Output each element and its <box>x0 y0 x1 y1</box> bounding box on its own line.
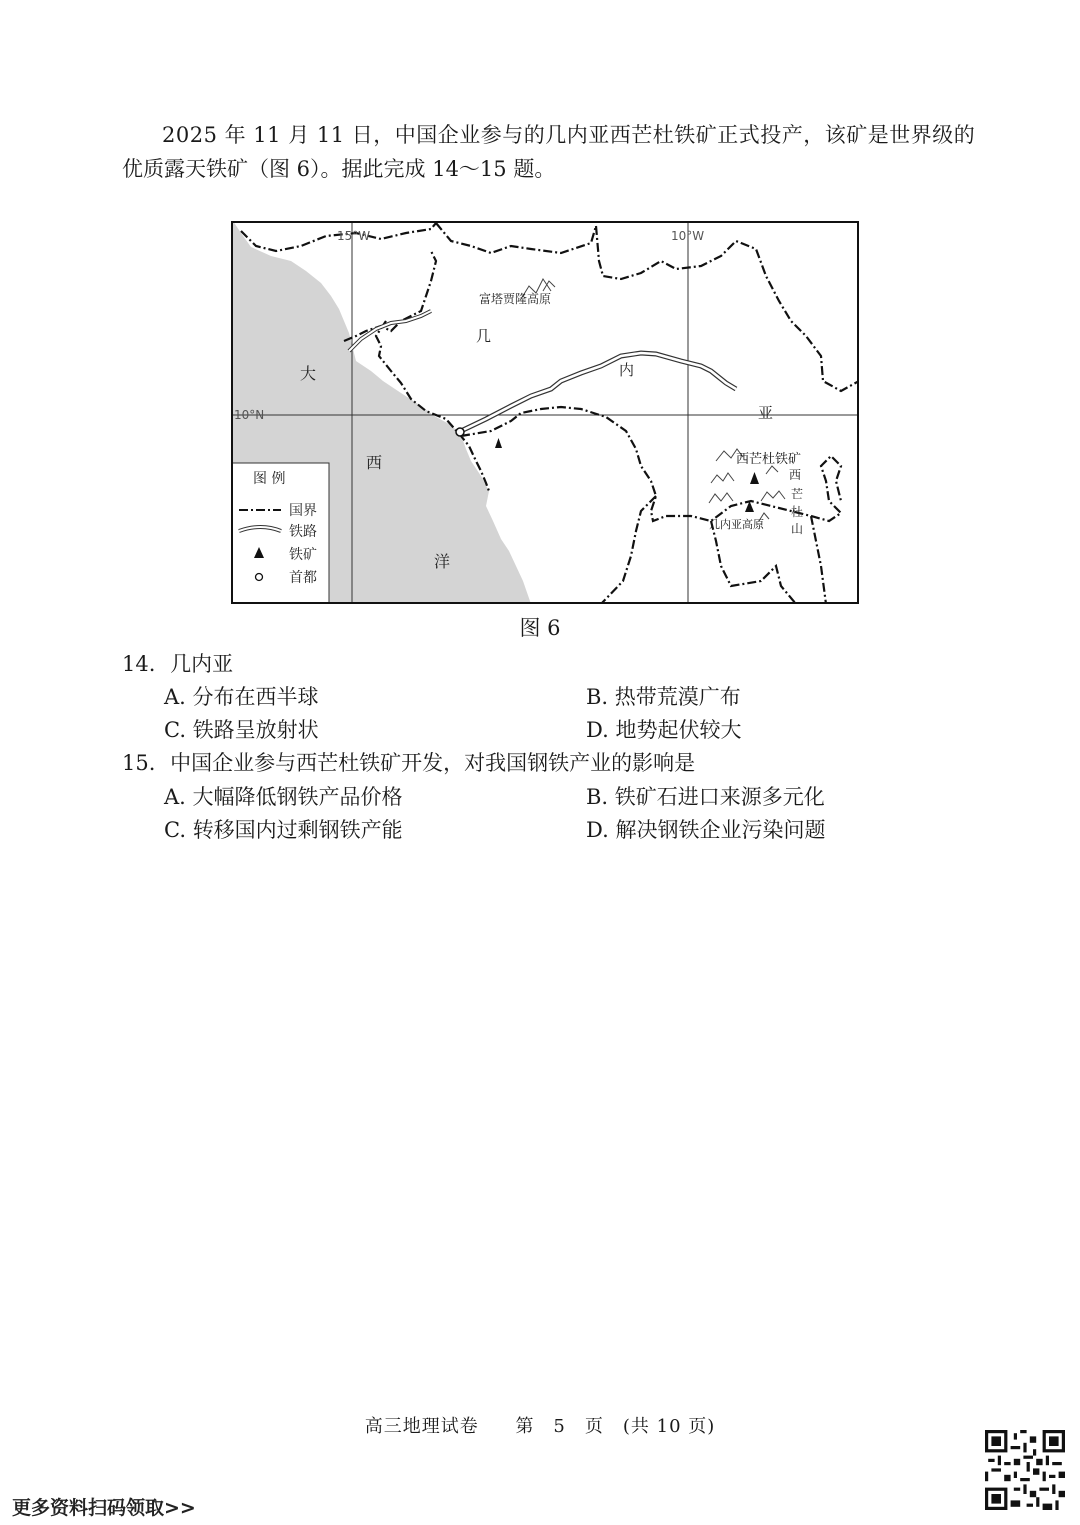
ocean-label-char: 大 <box>300 364 317 383</box>
footer-subject: 高三地理试卷 <box>364 1416 479 1437</box>
question-number: 15. <box>122 751 156 775</box>
option-15-c: C. 转移国内过剩钢铁产能 <box>164 818 403 842</box>
option-14-d: D. 地势起伏较大 <box>586 718 742 742</box>
ocean-label-char: 西 <box>366 453 383 472</box>
promo-text: 更多资料扫码领取>> <box>12 1497 196 1519</box>
legend-iron-mine-label: 铁矿 <box>289 547 317 563</box>
simandou-mine-label: 西芒杜铁矿 <box>736 452 802 467</box>
option-14-c: C. 铁路呈放射状 <box>164 718 319 742</box>
intro-paragraph <box>122 118 982 186</box>
simandou-mountain-char: 杜 <box>791 505 804 519</box>
page-footer <box>0 1412 1080 1438</box>
question-text: 中国企业参与西芒杜铁矿开发，对我国钢铁产业的影响是 <box>170 751 696 775</box>
question-15-stem <box>122 749 695 777</box>
longitude-15w-label: 15°W <box>337 229 371 243</box>
capital-conakry-icon <box>456 428 464 436</box>
legend-capital-label: 首都 <box>289 570 317 586</box>
footer-page-number: 第 5 页 (共 10 页) <box>515 1416 716 1437</box>
question-number: 14. <box>122 652 156 676</box>
option-14-b: B. 热带荒漠广布 <box>586 685 741 709</box>
option-15-b: B. 铁矿石进口来源多元化 <box>586 785 825 809</box>
guinea-highlands-label: 几内亚高原 <box>709 518 764 531</box>
intro-line-2: 优质露天铁矿（图 6）。据此完成 14～15 题。 <box>122 157 556 181</box>
option-15-d: D. 解决钢铁企业污染问题 <box>586 818 826 842</box>
question-text: 几内亚 <box>170 652 234 676</box>
qr-code-icon[interactable] <box>985 1430 1065 1510</box>
simandou-mountain-char: 山 <box>791 522 804 536</box>
simandou-mountain-char: 芒 <box>791 487 804 501</box>
legend-capital-icon <box>256 574 263 581</box>
longitude-10w-label: 10°W <box>671 229 705 243</box>
option-14-a: A. 分布在西半球 <box>164 685 319 709</box>
legend-railway-label: 铁路 <box>289 524 317 540</box>
country-label-char: 内 <box>619 361 635 379</box>
simandou-mountain-char: 西 <box>789 468 802 482</box>
legend-title: 图 例 <box>253 471 286 487</box>
country-label-char: 亚 <box>758 404 774 422</box>
intro-line-1: 2025 年 11 月 11 日，中国企业参与的几内亚西芒杜铁矿正式投产，该矿是世界级的 <box>162 123 976 147</box>
ocean-label-char: 洋 <box>434 552 451 571</box>
option-15-a: A. 大幅降低钢铁产品价格 <box>164 785 403 809</box>
latitude-10n-label: 10°N <box>234 408 265 422</box>
question-14-stem <box>122 650 233 678</box>
map-legend <box>232 463 329 603</box>
country-label-char: 几 <box>476 327 492 345</box>
figure-caption: 图 6 <box>519 616 561 640</box>
guinea-map <box>231 221 859 604</box>
legend-border-label: 国界 <box>289 503 317 519</box>
futa-jallon-plateau-label: 富塔贾隆高原 <box>479 292 552 306</box>
